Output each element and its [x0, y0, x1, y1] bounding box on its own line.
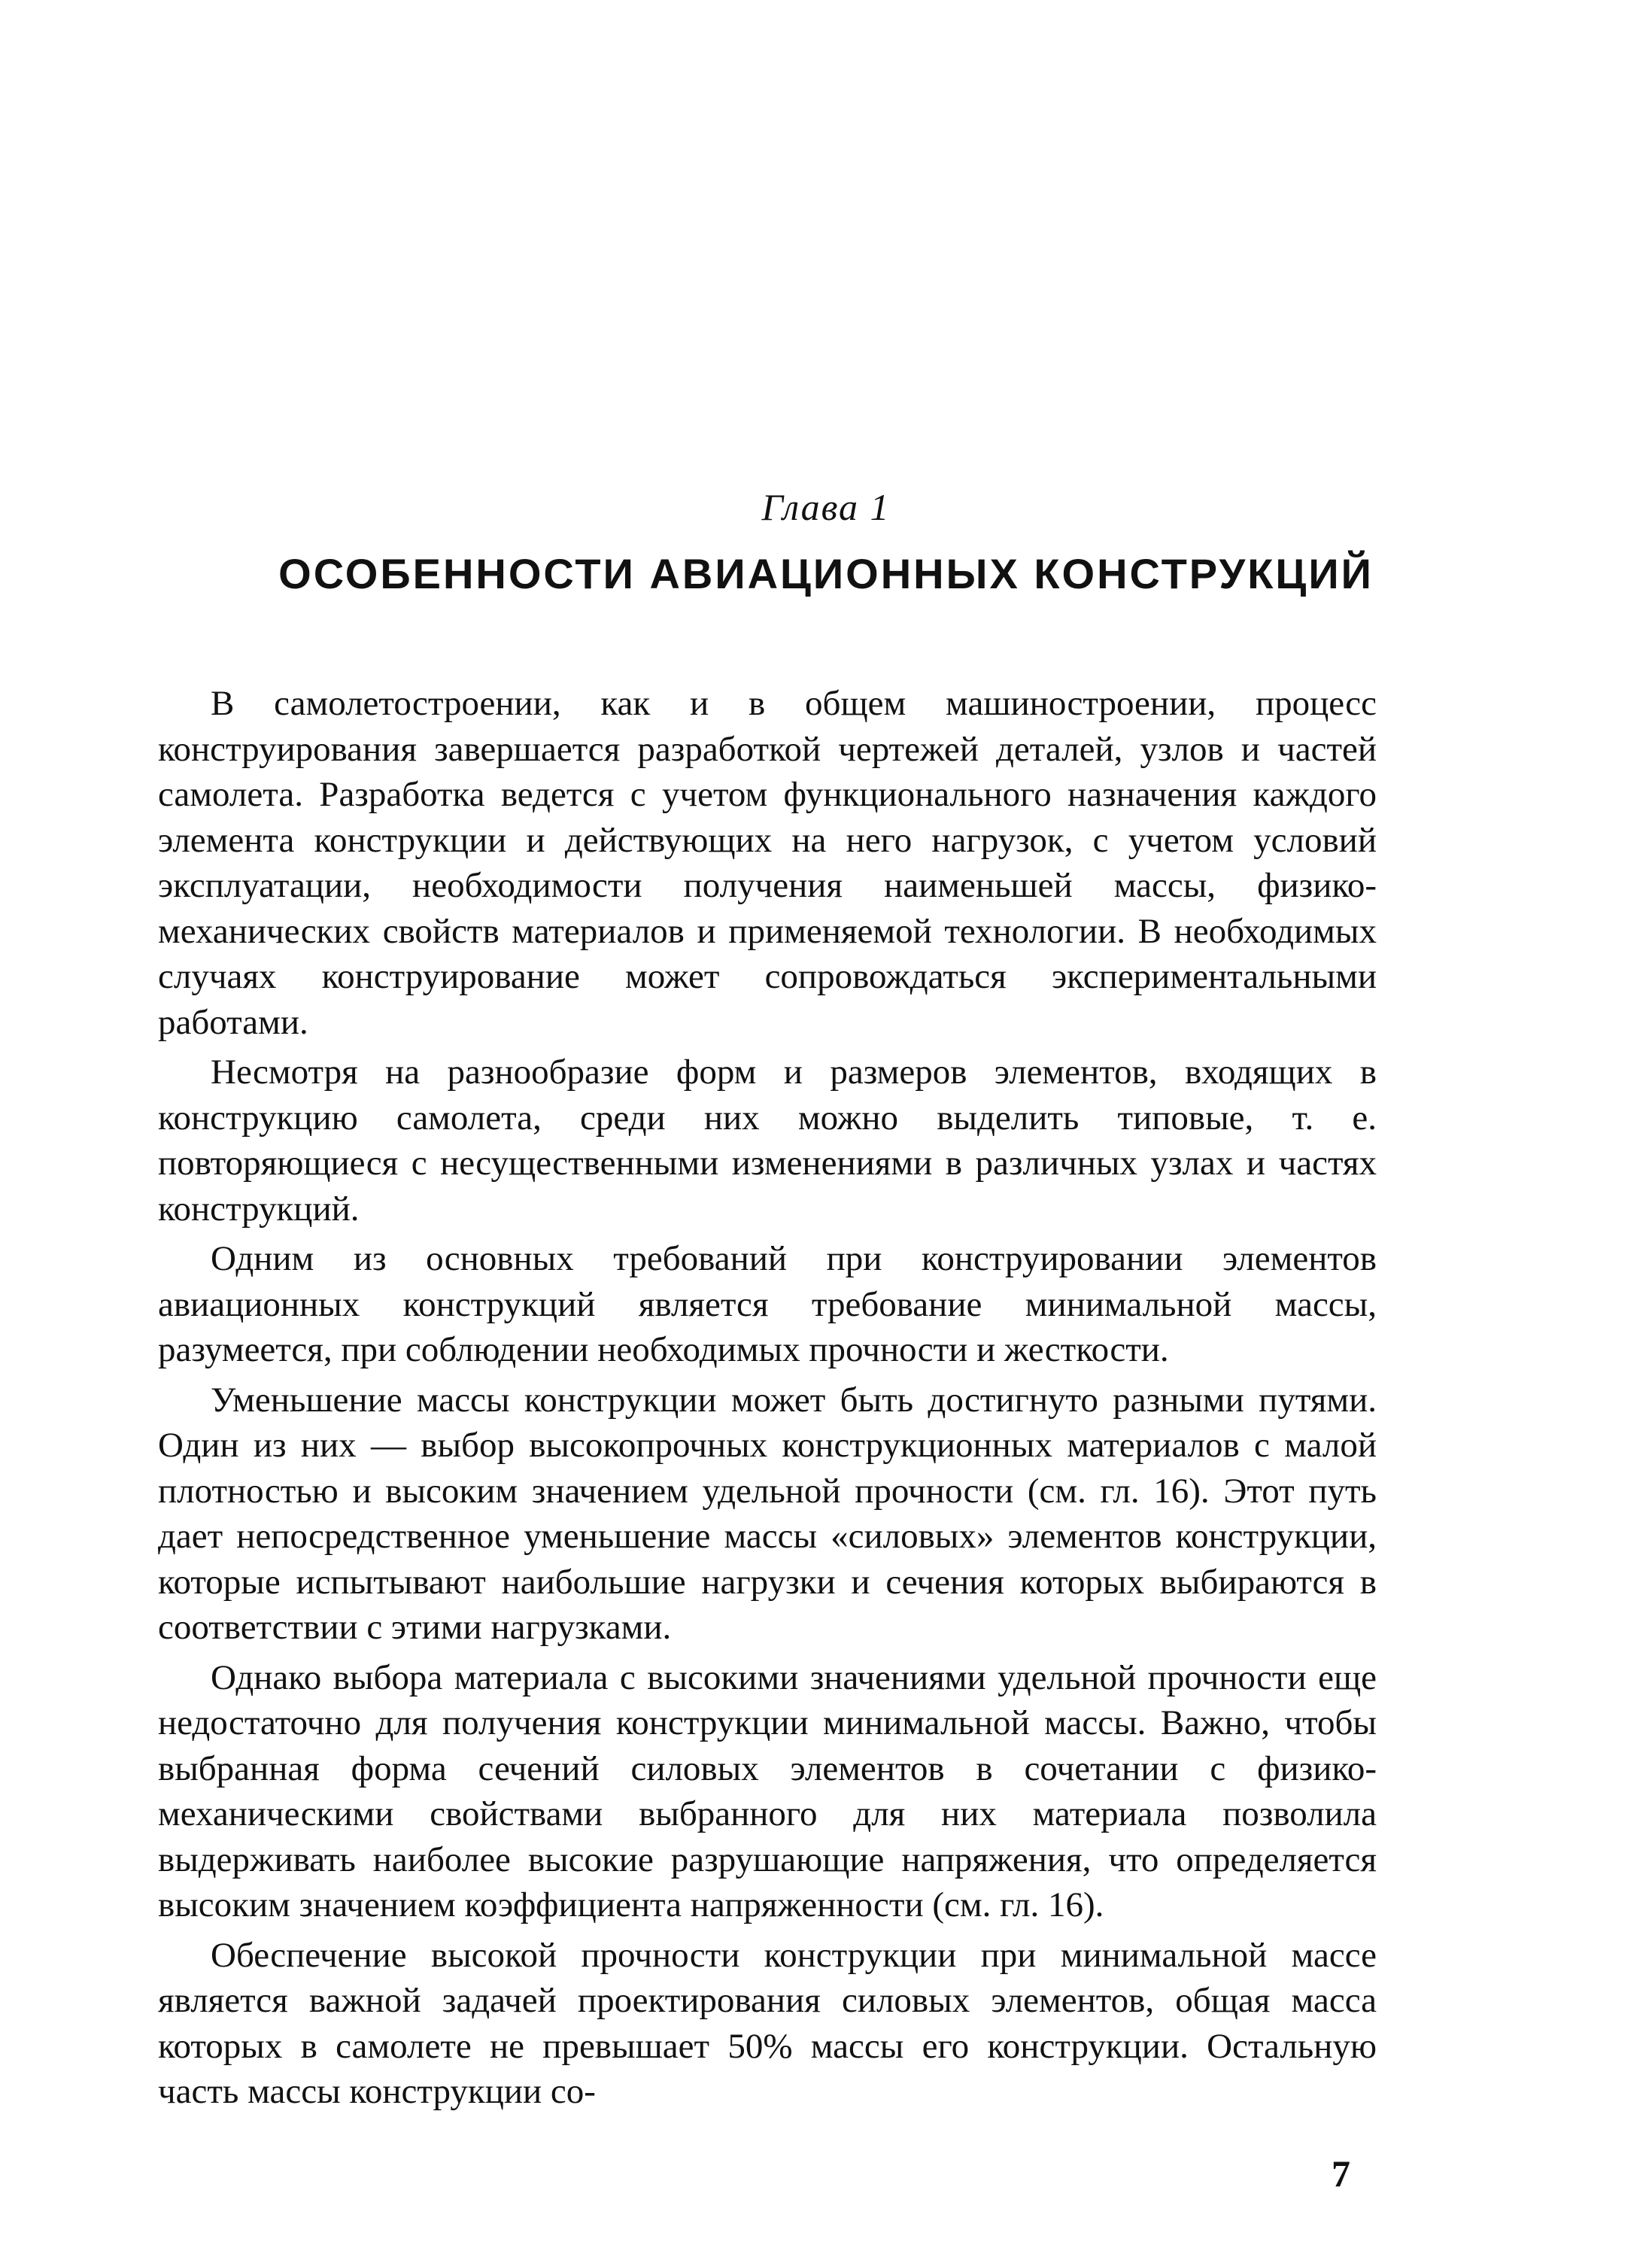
- paragraph: Несмотря на разнообразие форм и размеров элементов, входящих в конструкцию самолета, среди них можно выделить типовые, т. е. повторяющиеся с несущественными изменениями в различных узлах и частях конструкций.: [158, 1053, 1377, 1229]
- paragraph: Одним из основных требований при конструировании элементов авиационных конструкций является требование минимальной массы, разумеется, при соблюдении необходимых прочности и жесткости.: [158, 1239, 1377, 1369]
- page-number: 7: [1332, 2152, 1350, 2195]
- paragraph: Уменьшение массы конструкции может быть достигнуто разными путями. Один из них — выбор высокопрочных конструкционных материалов с малой плотностью и высоким значением удельной прочности (см. гл. 16). Этот путь дает непосредственное уменьшение массы «силовых» элементов конструкции, которые испытывают наибольшие нагрузки и сечения которых выбираются в соответствии с этими нагрузками.: [158, 1380, 1377, 1647]
- chapter-title: ОСОБЕННОСТИ АВИАЦИОННЫХ КОНСТРУКЦИЙ: [278, 550, 1374, 597]
- body-text: [158, 681, 1377, 2119]
- paragraph: В самолетостроении, как и в общем машиностроении, процесс конструирования завершается разработкой чертежей деталей, узлов и частей самолета. Разработка ведется с учетом функционального назначения каждого элемента конструкции и действующих на него нагрузок, с учетом условий эксплуатации, необходимости получения наименьшей массы, физико-механических свойств материалов и применяемой технологии. В необходимых случаях конструирование может сопровождаться экспериментальными работами.: [158, 684, 1377, 1042]
- paragraph: Обеспечение высокой прочности конструкции при минимальной массе является важной задачей проектирования силовых элементов, общая масса которых в самолете не превышает 50% массы его конструкции. Остальную часть массы конструкции со-: [158, 1935, 1377, 2111]
- paragraph: Однако выбора материала с высокими значениями удельной прочности еще недостаточно для получения конструкции минимальной массы. Важно, чтобы выбранная форма сечений силовых элементов в сочетании с физико-механическими свойствами выбранного для них материала позволила выдерживать наиболее высокие разрушающие напряжения, что определяется высоким значением коэффициента напряженности (см. гл. 16).: [158, 1657, 1377, 1924]
- chapter-label: Глава 1: [761, 486, 891, 528]
